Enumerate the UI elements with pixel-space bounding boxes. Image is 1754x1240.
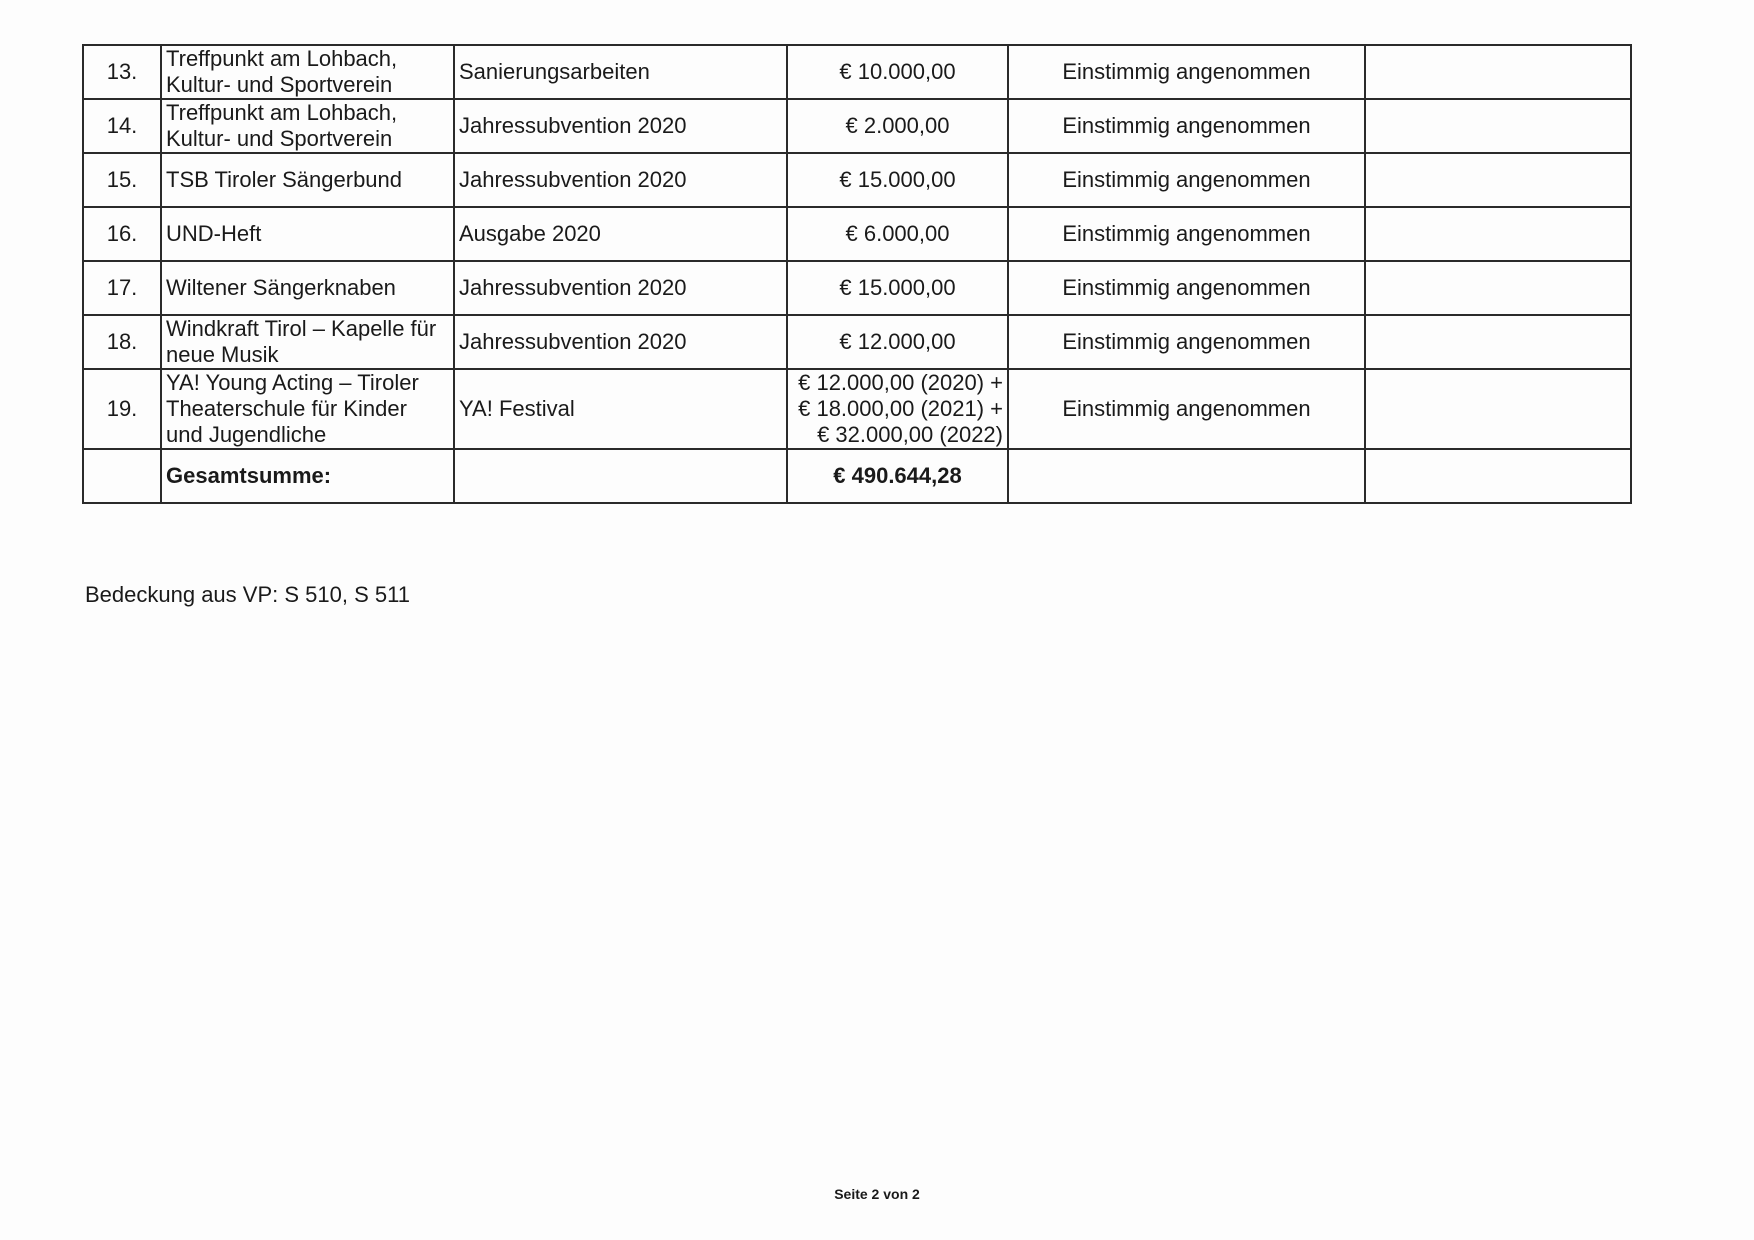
result-cell: Einstimmig angenommen — [1008, 45, 1365, 99]
purpose-cell: Ausgabe 2020 — [454, 207, 787, 261]
organization-cell: Windkraft Tirol – Kapelle für neue Musik — [161, 315, 454, 369]
organization-cell: Wiltener Sängerknaben — [161, 261, 454, 315]
note-cell — [1365, 99, 1631, 153]
note-cell — [1365, 369, 1631, 449]
organization-cell: YA! Young Acting – Tiroler Theaterschule für Kinder und Jugendliche — [161, 369, 454, 449]
result-cell: Einstimmig angenommen — [1008, 315, 1365, 369]
grants-table — [82, 44, 1632, 504]
result-cell: Einstimmig angenommen — [1008, 99, 1365, 153]
amount-cell: € 2.000,00 — [787, 99, 1008, 153]
result-cell: Einstimmig angenommen — [1008, 153, 1365, 207]
purpose-cell: Sanierungsarbeiten — [454, 45, 787, 99]
total-amount: € 490.644,28 — [787, 449, 1008, 503]
coverage-note: Bedeckung aus VP: S 510, S 511 — [85, 582, 410, 607]
row-number — [83, 449, 161, 503]
organization-cell: UND-Heft — [161, 207, 454, 261]
amount-cell: € 15.000,00 — [787, 153, 1008, 207]
total-label: Gesamtsumme: — [161, 449, 454, 503]
table-row — [83, 99, 1631, 153]
note-cell — [1365, 315, 1631, 369]
table-row — [83, 261, 1631, 315]
purpose-cell: Jahressubvention 2020 — [454, 261, 787, 315]
organization-cell: TSB Tiroler Sängerbund — [161, 153, 454, 207]
amount-line: € 18.000,00 (2021) + — [798, 396, 1003, 421]
result-cell: Einstimmig angenommen — [1008, 369, 1365, 449]
note-cell — [1365, 153, 1631, 207]
row-number: 14. — [83, 99, 161, 153]
amount-cell: € 6.000,00 — [787, 207, 1008, 261]
purpose-cell: Jahressubvention 2020 — [454, 315, 787, 369]
table-row — [83, 153, 1631, 207]
purpose-cell — [454, 449, 787, 503]
purpose-cell: YA! Festival — [454, 369, 787, 449]
result-cell: Einstimmig angenommen — [1008, 207, 1365, 261]
table-row — [83, 315, 1631, 369]
purpose-cell: Jahressubvention 2020 — [454, 153, 787, 207]
amount-cell — [787, 369, 1008, 449]
row-number: 16. — [83, 207, 161, 261]
note-cell — [1365, 45, 1631, 99]
note-cell — [1365, 207, 1631, 261]
row-number: 13. — [83, 45, 161, 99]
organization-cell: Treffpunkt am Lohbach, Kultur- und Sportverein — [161, 45, 454, 99]
table-row — [83, 207, 1631, 261]
note-cell — [1365, 261, 1631, 315]
row-number: 17. — [83, 261, 161, 315]
result-cell: Einstimmig angenommen — [1008, 261, 1365, 315]
organization-cell: Treffpunkt am Lohbach, Kultur- und Sportverein — [161, 99, 454, 153]
amount-cell: € 12.000,00 — [787, 315, 1008, 369]
result-cell — [1008, 449, 1365, 503]
row-number: 15. — [83, 153, 161, 207]
amount-line: € 12.000,00 (2020) + — [798, 370, 1003, 395]
purpose-cell: Jahressubvention 2020 — [454, 99, 787, 153]
row-number: 18. — [83, 315, 161, 369]
page-number: Seite 2 von 2 — [834, 1186, 920, 1202]
row-number: 19. — [83, 369, 161, 449]
table-row — [83, 45, 1631, 99]
note-cell — [1365, 449, 1631, 503]
amount-cell: € 10.000,00 — [787, 45, 1008, 99]
amount-cell: € 15.000,00 — [787, 261, 1008, 315]
amount-line: € 32.000,00 (2022) — [817, 422, 1003, 447]
total-row — [83, 449, 1631, 503]
table-row — [83, 369, 1631, 449]
